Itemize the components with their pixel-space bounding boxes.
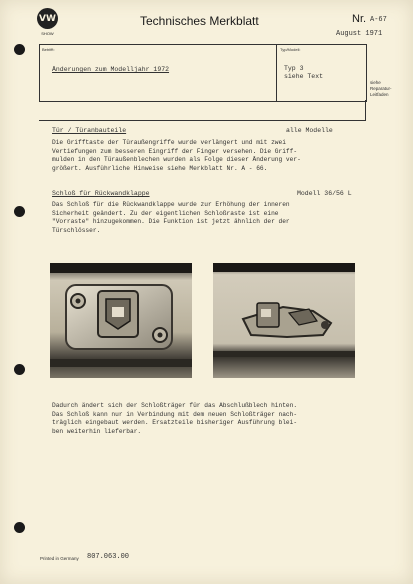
print-code: 807.063.00: [87, 553, 130, 561]
document-title: Technisches Merkblatt: [140, 14, 259, 28]
punch-hole: [14, 364, 25, 375]
vw-logo-text: VW: [39, 13, 56, 24]
typ-label: Typ/Modell:: [280, 47, 301, 52]
typ-line: siehe Text: [284, 73, 324, 80]
side-note-line: siehe: [370, 80, 381, 85]
printed-in-label: Printed in Germany: [40, 556, 79, 561]
section-models-door: alle Modelle: [286, 127, 333, 134]
punch-hole: [14, 44, 25, 55]
margin-rule: [365, 100, 366, 120]
section-text-door: Die Grifftaste der Türaußengriffe wurde verlängert und mit zwei Vertiefungen zum besseren Eingriff der Finger versehen. Die Griff- mulden in den Türaußenblechen wurden als Folge dieser Änderung ver- größert. Ausführliche Hinweise siehe Merkblatt Nr. A - 66.: [52, 139, 301, 173]
typ-line: Typ 3: [284, 65, 304, 72]
number-value: A-67: [370, 16, 387, 24]
side-note-line: Reparatur-: [370, 86, 392, 91]
section-text-carrier: Dadurch ändert sich der Schloßträger für das Abschlußblech hinten. Das Schloß kann nur in Verbindung mit dem neuen Schloßträger nach- träglich eingebaut werden. Ersatzteile bisheriger Ausführung blei- ben weiterhin lieferbar.: [52, 402, 298, 436]
betrifft-label: Betrifft:: [42, 47, 55, 52]
margin-rule: [39, 120, 366, 121]
punch-hole: [14, 206, 25, 217]
photo-lock-carrier: [213, 263, 355, 378]
number-label: Nr.: [352, 13, 367, 25]
typ-model-text: [284, 65, 323, 81]
section-text-lock: Das Schloß für die Rückwandklappe wurde zur Erhöhung der inneren Sicherheit geändert. Zu der eigentlichen Schloßraste ist eine "Vorraste" hinzugekommen. Die Funktion ist jetzt ähnlich der der Türschlösser.: [52, 201, 290, 235]
photo-lock-mechanism: [50, 263, 192, 378]
subject-box-divider: [276, 44, 277, 101]
lock-photo-image: [50, 263, 192, 378]
repair-guide-note: [370, 80, 392, 98]
section-heading-lock: Schloß für Rückwandklappe: [52, 190, 150, 197]
punch-hole: [14, 522, 25, 533]
section-models-lock: Modell 36/56 L: [297, 190, 352, 197]
carrier-photo-image: [213, 263, 355, 378]
section-heading-door: Tür / Türanbauteile: [52, 127, 127, 134]
side-note-line: Leitfaden: [370, 92, 389, 97]
document-date: August 1971: [336, 30, 383, 38]
vw-logo-subtext: SHOW: [41, 31, 54, 36]
vw-logo: [37, 8, 58, 29]
subject-text: Änderungen zum Modelljahr 1972: [52, 66, 170, 73]
